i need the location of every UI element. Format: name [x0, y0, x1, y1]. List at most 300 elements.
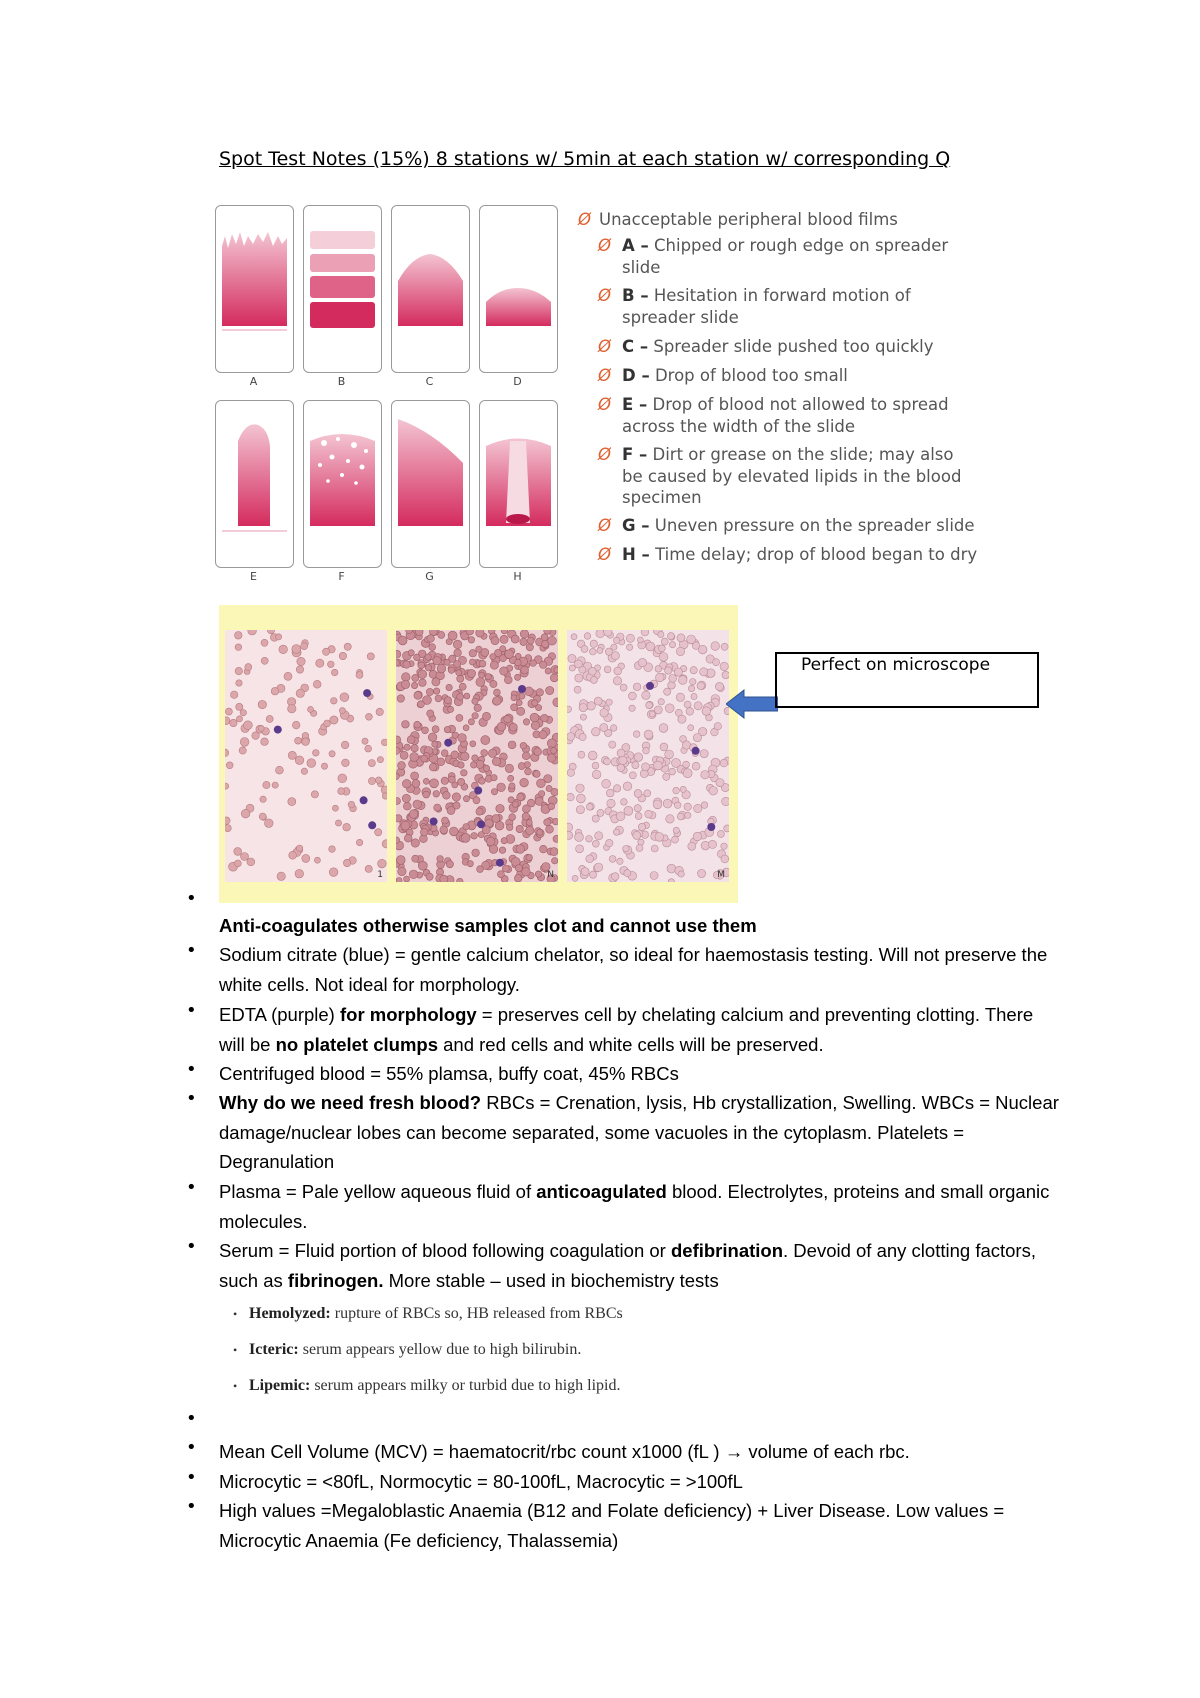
red-cell — [613, 829, 619, 835]
red-cell — [411, 839, 419, 847]
red-cell — [589, 667, 597, 675]
red-cell — [714, 723, 721, 730]
red-cell — [579, 704, 587, 712]
red-cell — [418, 670, 427, 679]
red-cell — [644, 730, 653, 739]
red-cell — [423, 778, 429, 784]
red-cell — [311, 791, 318, 798]
slide-letter: H — [513, 570, 522, 583]
red-cell — [396, 798, 401, 805]
red-cell — [668, 682, 676, 690]
red-cell — [567, 832, 573, 840]
red-cell — [684, 701, 691, 708]
red-cell — [578, 751, 585, 758]
red-cell — [700, 750, 708, 758]
legend-heading: Ø Unacceptable peripheral blood films — [578, 210, 898, 229]
red-cell — [412, 855, 419, 862]
red-cell — [638, 658, 646, 666]
red-cell — [479, 672, 485, 678]
red-cell — [448, 776, 455, 783]
red-cell — [467, 669, 475, 677]
red-cell — [396, 856, 405, 865]
red-cell — [617, 749, 625, 757]
red-cell — [590, 648, 597, 655]
red-cell — [497, 722, 506, 731]
red-cell — [504, 676, 512, 684]
red-cell — [686, 708, 694, 716]
red-cell — [604, 758, 611, 765]
red-cell — [378, 859, 387, 868]
red-cell — [629, 705, 635, 711]
red-cell — [649, 711, 655, 717]
red-cell — [659, 645, 666, 652]
red-cell — [476, 678, 485, 687]
red-cell — [331, 698, 338, 705]
red-cell — [700, 668, 708, 676]
red-cell — [444, 659, 450, 665]
red-cell — [508, 741, 516, 749]
red-cell — [597, 809, 604, 816]
red-cell — [567, 793, 574, 801]
bullet — [186, 1000, 197, 1021]
red-cell — [660, 743, 668, 751]
red-cell — [265, 819, 274, 828]
red-cell — [467, 861, 473, 867]
page-title: Spot Test Notes (15%) 8 stations w/ 5min at each station w/ corresponding Q — [219, 148, 951, 170]
red-cell — [432, 726, 439, 733]
red-cell — [532, 700, 538, 706]
red-cell — [335, 820, 341, 826]
red-cell — [263, 781, 270, 788]
red-cell — [698, 869, 706, 877]
red-cell — [459, 683, 466, 690]
red-cell — [643, 747, 650, 754]
white-cell — [368, 821, 376, 829]
red-cell — [421, 755, 428, 762]
red-cell — [339, 708, 345, 714]
red-cell — [435, 695, 442, 702]
red-cell — [515, 674, 521, 680]
red-cell — [230, 719, 237, 726]
red-cell — [506, 824, 513, 831]
red-cell — [698, 645, 707, 654]
bullet — [186, 1059, 197, 1080]
red-cell — [472, 849, 480, 857]
red-cell — [634, 753, 643, 762]
bullet — [186, 1236, 197, 1257]
red-cell — [297, 657, 305, 665]
serum-type-icteric: • Icteric: serum appears yellow due to high bilirubin. — [249, 1341, 581, 1359]
red-cell — [617, 858, 623, 864]
red-cell — [396, 660, 400, 666]
red-cell — [321, 763, 327, 769]
red-cell — [382, 793, 387, 799]
red-cell — [366, 713, 373, 720]
red-cell — [634, 805, 641, 812]
red-cell — [463, 725, 469, 731]
red-cell — [621, 799, 628, 806]
red-cell — [619, 756, 627, 764]
red-cell — [508, 797, 514, 803]
red-cell — [398, 636, 407, 645]
red-cell — [676, 647, 684, 655]
red-cell — [530, 660, 537, 667]
red-cell — [225, 825, 231, 832]
red-cell — [225, 817, 230, 824]
red-cell — [342, 759, 350, 767]
slide-letter: E — [250, 570, 257, 583]
red-cell — [500, 646, 506, 652]
slide-a — [215, 205, 294, 373]
red-cell — [314, 857, 320, 863]
red-cell — [713, 659, 720, 666]
red-cell — [490, 654, 496, 660]
red-cell — [451, 751, 459, 759]
red-cell — [586, 804, 593, 811]
red-cell — [296, 845, 302, 851]
micro-image-3: M — [567, 630, 729, 882]
red-cell — [396, 837, 400, 844]
red-cell — [600, 709, 608, 717]
slide-b — [303, 205, 382, 373]
legend-item: Ø E – Drop of blood not allowed to spread across the width of the slide — [598, 395, 949, 436]
red-cell — [721, 643, 728, 650]
red-cell — [469, 650, 476, 657]
red-cell — [567, 769, 574, 776]
red-cell — [276, 766, 284, 774]
red-cell — [402, 794, 410, 802]
red-cell — [520, 630, 528, 638]
red-cell — [600, 723, 608, 731]
red-cell — [236, 703, 243, 710]
red-cell — [454, 649, 462, 657]
red-cell — [505, 650, 514, 659]
red-cell — [508, 775, 514, 781]
red-cell — [516, 845, 525, 854]
red-cell — [674, 668, 682, 676]
red-cell — [344, 643, 351, 650]
slide-g — [391, 400, 470, 568]
red-cell — [537, 829, 543, 835]
red-cell — [479, 660, 486, 667]
red-cell — [611, 652, 619, 660]
red-cell — [534, 748, 542, 756]
red-cell — [260, 796, 266, 802]
red-cell — [239, 747, 246, 754]
red-cell — [235, 644, 242, 651]
red-cell — [680, 786, 686, 792]
red-cell — [288, 751, 296, 759]
red-cell — [602, 779, 611, 788]
red-cell — [517, 793, 524, 800]
bullet-mcv: Mean Cell Volume (MCV) = haematocrit/rbc count x1000 (fL ) → volume of each rbc. — [219, 1441, 910, 1462]
red-cell — [609, 856, 616, 863]
red-cell — [471, 833, 478, 840]
red-cell — [644, 790, 651, 797]
white-cell — [477, 820, 485, 828]
red-cell — [425, 664, 432, 671]
red-cell — [526, 854, 532, 860]
red-cell — [636, 845, 643, 852]
red-cell — [403, 661, 410, 668]
red-cell — [458, 734, 467, 743]
red-cell — [606, 699, 612, 705]
red-cell — [633, 683, 641, 691]
red-cell — [690, 667, 697, 674]
red-cell — [414, 721, 421, 728]
red-cell — [244, 721, 253, 730]
white-cell — [692, 747, 700, 755]
red-cell — [247, 858, 255, 866]
red-cell — [567, 733, 575, 741]
red-cell — [515, 659, 522, 666]
red-cell — [611, 873, 619, 881]
red-cell — [539, 731, 547, 739]
red-cell — [261, 738, 269, 746]
red-cell — [541, 634, 548, 641]
white-cell — [444, 739, 452, 747]
red-cell — [711, 642, 720, 651]
red-cell — [678, 871, 684, 877]
red-cell — [673, 827, 679, 833]
red-cell — [545, 668, 551, 674]
red-cell — [604, 666, 611, 673]
red-cell — [423, 791, 430, 798]
slide-c — [391, 205, 470, 373]
red-cell — [694, 702, 702, 710]
red-cell — [481, 736, 490, 745]
red-cell — [580, 714, 586, 720]
red-cell — [499, 847, 506, 854]
red-cell — [533, 771, 540, 778]
red-cell — [235, 860, 242, 867]
callout-box: Perfect on microscope — [775, 652, 1039, 708]
red-cell — [449, 827, 458, 836]
red-cell — [504, 715, 512, 723]
red-cell — [444, 697, 451, 704]
bullet — [186, 1467, 197, 1488]
red-cell — [646, 702, 653, 709]
slide-f — [303, 400, 382, 568]
red-cell — [458, 778, 465, 785]
red-cell — [437, 758, 445, 766]
red-cell — [343, 859, 350, 866]
red-cell — [482, 712, 490, 720]
red-cell — [496, 804, 504, 812]
red-cell — [356, 672, 363, 679]
red-cell — [472, 713, 478, 719]
red-cell — [241, 853, 249, 861]
red-cell — [659, 653, 668, 662]
red-cell — [623, 782, 632, 791]
red-cell — [676, 693, 684, 701]
white-cell — [646, 682, 654, 690]
red-cell — [592, 815, 599, 822]
red-cell — [368, 760, 375, 767]
red-cell — [466, 630, 474, 635]
red-cell — [653, 800, 662, 809]
red-cell — [587, 702, 595, 710]
red-cell — [577, 794, 586, 803]
red-cell — [655, 666, 662, 673]
red-cell — [343, 823, 351, 831]
red-cell — [665, 704, 674, 713]
red-cell — [526, 826, 534, 834]
red-cell — [340, 693, 349, 702]
red-cell — [520, 778, 529, 787]
red-cell — [231, 691, 238, 698]
white-cell — [363, 689, 371, 697]
red-cell — [329, 868, 338, 877]
red-cell — [457, 675, 464, 682]
red-cell — [448, 706, 454, 712]
red-cell — [443, 792, 451, 800]
red-cell — [295, 756, 304, 765]
red-cell — [324, 720, 331, 727]
red-cell — [690, 679, 696, 685]
red-cell — [316, 659, 324, 667]
red-cell — [716, 779, 724, 787]
red-cell — [419, 679, 427, 687]
red-cell — [546, 785, 552, 791]
red-cell — [225, 717, 230, 725]
red-cell — [588, 751, 597, 760]
red-cell — [604, 630, 613, 636]
red-cell — [472, 755, 478, 761]
red-cell — [362, 738, 368, 744]
red-cell — [376, 777, 382, 783]
red-cell — [576, 784, 584, 792]
red-cell — [469, 659, 475, 665]
red-cell — [522, 868, 531, 877]
red-cell — [420, 828, 428, 836]
red-cell — [401, 680, 409, 688]
red-cell — [302, 854, 310, 862]
red-cell — [673, 787, 680, 794]
red-cell — [235, 632, 243, 640]
white-cell — [274, 726, 282, 734]
red-cell — [486, 837, 495, 846]
red-cell — [581, 645, 588, 652]
red-cell — [678, 676, 687, 685]
red-cell — [509, 723, 517, 731]
red-cell — [523, 719, 529, 725]
red-cell — [610, 725, 617, 732]
legend-item: Ø A – Chipped or rough edge on spreader slide — [598, 236, 949, 277]
bullet — [186, 1437, 197, 1458]
serum-type-lipemic: • Lipemic: serum appears milky or turbid due to high lipid. — [249, 1377, 621, 1395]
red-cell — [404, 876, 410, 882]
red-cell — [511, 635, 519, 643]
legend-item: Ø G – Uneven pressure on the spreader slide — [598, 516, 975, 535]
red-cell — [501, 838, 507, 844]
red-cell — [440, 875, 448, 882]
red-cell — [594, 863, 603, 872]
red-cell — [348, 801, 355, 808]
red-cell — [613, 785, 620, 792]
red-cell — [548, 636, 557, 645]
red-cell — [574, 686, 581, 693]
red-cell — [338, 788, 345, 795]
red-cell — [457, 878, 464, 882]
slide-e — [215, 400, 294, 568]
red-cell — [697, 682, 705, 690]
red-cell — [683, 761, 690, 768]
legend-item: Ø C – Spreader slide pushed too quickly — [598, 337, 934, 356]
red-cell — [624, 806, 633, 815]
red-cell — [365, 745, 372, 752]
red-cell — [447, 806, 455, 814]
red-cell — [452, 793, 460, 801]
red-cell — [672, 836, 679, 843]
red-cell — [429, 644, 436, 651]
red-cell — [236, 716, 242, 722]
bullet — [186, 1177, 197, 1198]
red-cell — [550, 674, 558, 682]
red-cell — [535, 871, 541, 877]
red-cell — [678, 715, 686, 723]
red-cell — [448, 631, 457, 640]
red-cell — [279, 645, 288, 654]
red-cell — [613, 677, 621, 685]
red-cell — [638, 823, 645, 830]
red-cell — [654, 706, 662, 714]
red-cell — [403, 802, 411, 810]
red-cell — [457, 694, 464, 701]
red-cell — [623, 846, 629, 852]
red-cell — [665, 750, 674, 759]
bullet — [186, 888, 197, 909]
red-cell — [609, 741, 616, 748]
red-cell — [401, 821, 410, 830]
red-cell — [328, 661, 335, 668]
red-cell — [490, 680, 497, 687]
legend-item: Ø H – Time delay; drop of blood began to dry — [598, 545, 978, 564]
red-cell — [426, 873, 433, 880]
red-cell — [683, 769, 692, 778]
red-cell — [491, 637, 499, 645]
red-cell — [626, 644, 632, 650]
red-cell — [663, 773, 670, 780]
red-cell — [483, 765, 489, 771]
red-cell — [650, 872, 658, 880]
red-cell — [674, 802, 681, 809]
red-cell — [592, 727, 601, 736]
slide-letter: B — [337, 375, 346, 388]
red-cell — [672, 758, 681, 767]
red-cell — [659, 724, 668, 733]
red-cell — [277, 872, 285, 880]
red-cell — [476, 808, 483, 815]
bullet — [186, 1088, 197, 1109]
red-cell — [427, 635, 435, 643]
red-cell — [477, 866, 484, 873]
red-cell — [552, 858, 558, 864]
red-cell — [234, 848, 242, 856]
blood-film-figure — [215, 205, 575, 590]
red-cell — [575, 833, 584, 842]
anticoag-heading: Anti-coagulates otherwise samples clot and cannot use them — [219, 915, 757, 936]
red-cell — [377, 757, 383, 763]
red-cell — [592, 762, 599, 769]
red-cell — [441, 777, 448, 784]
red-cell — [651, 845, 658, 852]
red-cell — [468, 637, 475, 644]
red-cell — [553, 835, 558, 842]
red-cell — [584, 633, 591, 640]
red-cell — [407, 736, 415, 744]
red-cell — [669, 675, 677, 683]
